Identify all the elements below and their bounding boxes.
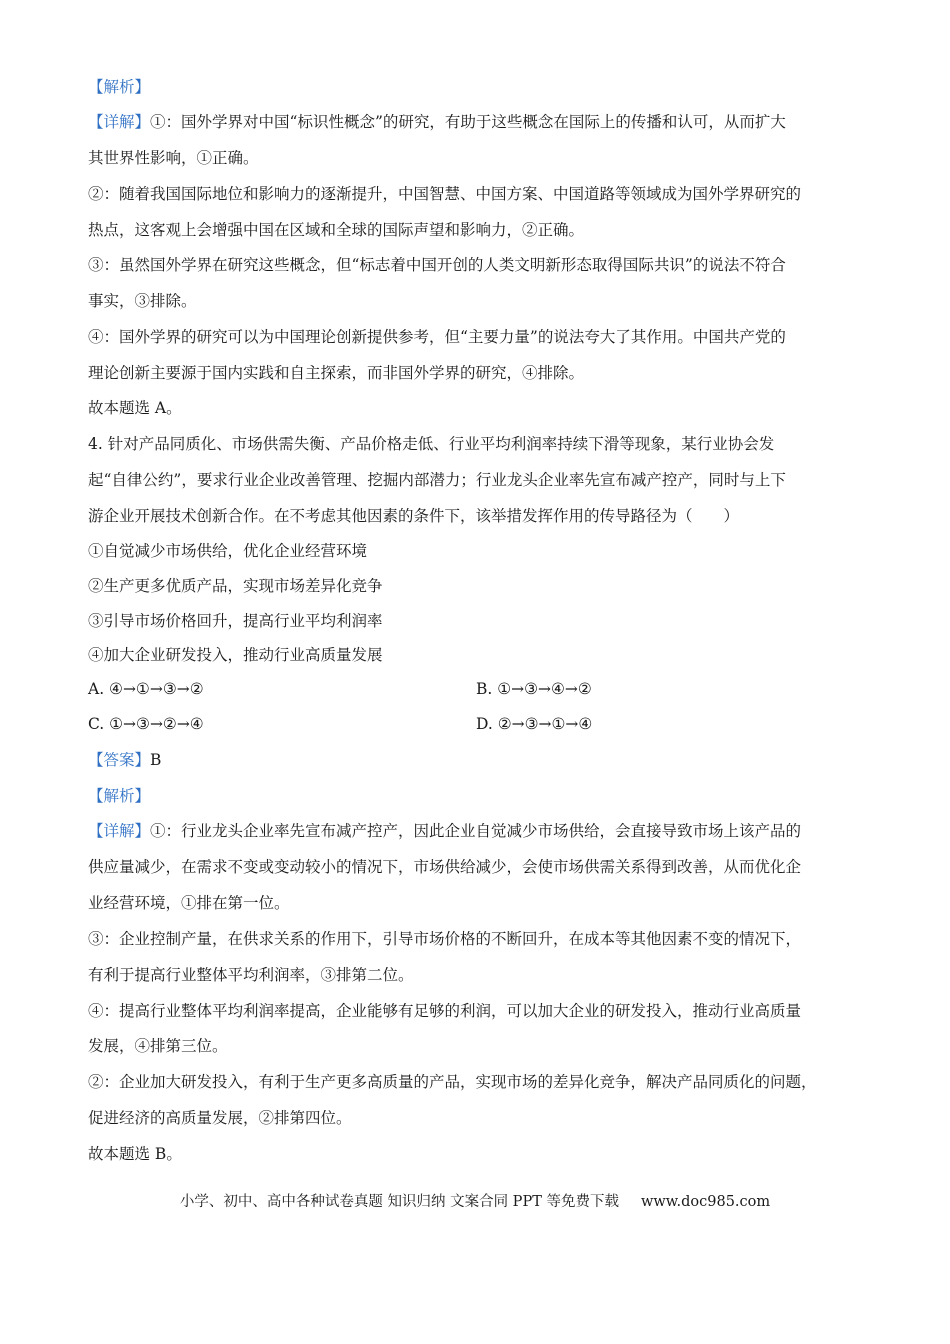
page-footer xyxy=(0,1192,950,1212)
detail-line: 其世界性影响，①正确。 xyxy=(88,149,259,167)
detail-tag: 【详解】 xyxy=(88,113,151,131)
statement-item: ①自觉减少市场供给，优化企业经营环境 xyxy=(88,542,368,560)
detail-line: 热点，这客观上会增强中国在区域和全球的国际声望和影响力，②正确。 xyxy=(88,221,585,239)
detail-line: ③：虽然国外学界在研究这些概念，但“标志着中国开创的人类文明新形态取得国际共识”的说法不符合 xyxy=(88,256,786,274)
conclusion-line: 故本题选 B。 xyxy=(88,1145,182,1163)
detail-line: ④：国外学界的研究可以为中国理论创新提供参考，但“主要力量”的说法夸大了其作用。中国共产党的 xyxy=(88,328,786,346)
detail-line: 供应量减少，在需求不变或变动较小的情况下，市场供给减少，会使市场供需关系得到改善，从而优化企 xyxy=(88,858,802,876)
option-a: A. ④→①→③→② xyxy=(88,680,204,698)
statement-item: ③引导市场价格回升，提高行业平均利润率 xyxy=(88,612,383,630)
detail-line: 促进经济的高质量发展，②排第四位。 xyxy=(88,1109,352,1127)
detail-line: ②：企业加大研发投入，有利于生产更多高质量的产品，实现市场的差异化竞争，解决产品同质化的问题， xyxy=(88,1073,817,1091)
question-stem-line: 游企业开展技术创新合作。在不考虑其他因素的条件下，该举措发挥作用的传导路径为（ ） xyxy=(88,507,740,525)
footer-link[interactable]: www.doc985.com xyxy=(640,1194,771,1210)
detail-line: 有利于提高行业整体平均利润率，③排第二位。 xyxy=(88,966,414,984)
question-stem-line: 起“自律公约”，要求行业企业改善管理、挖掘内部潜力；行业龙头企业率先宣布减产控产，同时与上下 xyxy=(88,471,786,489)
detail-tag: 【详解】 xyxy=(88,822,151,840)
option-b: B. ①→③→④→② xyxy=(476,680,592,698)
analysis-heading: 【解析】 xyxy=(88,787,151,805)
detail-line xyxy=(88,112,878,132)
detail-text: ①：行业龙头企业率先宣布减产控产，因此企业自觉减少市场供给，会直接导致市场上该产品的 xyxy=(150,822,802,840)
detail-line: ②：随着我国国际地位和影响力的逐渐提升，中国智慧、中国方案、中国道路等领域成为国外学界研究的 xyxy=(88,185,802,203)
answer-value: B xyxy=(150,751,162,769)
statement-item: ②生产更多优质产品，实现市场差异化竞争 xyxy=(88,577,383,595)
footer-text: 小学、初中、高中各种试卷真题 知识归纳 文案合同 PPT 等免费下载 xyxy=(179,1194,619,1210)
option-c: C. ①→③→②→④ xyxy=(88,715,204,733)
detail-line: ④：提高行业整体平均利润率提高，企业能够有足够的利润，可以加大企业的研发投入，推动行业高质量 xyxy=(88,1002,802,1020)
detail-line: 发展，④排第三位。 xyxy=(88,1037,228,1055)
detail-line xyxy=(88,821,878,841)
analysis-heading: 【解析】 xyxy=(88,78,151,96)
detail-line: ③：企业控制产量，在供求关系的作用下，引导市场价格的不断回升，在成本等其他因素不变的情况下， xyxy=(88,930,802,948)
answer-tag: 【答案】 xyxy=(88,751,151,769)
detail-line: 事实，③排除。 xyxy=(88,292,197,310)
statement-item: ④加大企业研发投入，推动行业高质量发展 xyxy=(88,646,383,664)
detail-line: 理论创新主要源于国内实践和自主探索，而非国外学界的研究，④排除。 xyxy=(88,364,585,382)
option-d: D. ②→③→①→④ xyxy=(476,715,593,733)
conclusion-line: 故本题选 A。 xyxy=(88,399,182,417)
detail-text: ①：国外学界对中国“标识性概念”的研究，有助于这些概念在国际上的传播和认可，从而扩大 xyxy=(150,113,786,131)
answer-line xyxy=(88,750,878,770)
question-stem-line: 4. 针对产品同质化、市场供需失衡、产品价格走低、行业平均利润率持续下滑等现象，某行业协会发 xyxy=(88,435,775,453)
detail-line: 业经营环境，①排在第一位。 xyxy=(88,894,290,912)
